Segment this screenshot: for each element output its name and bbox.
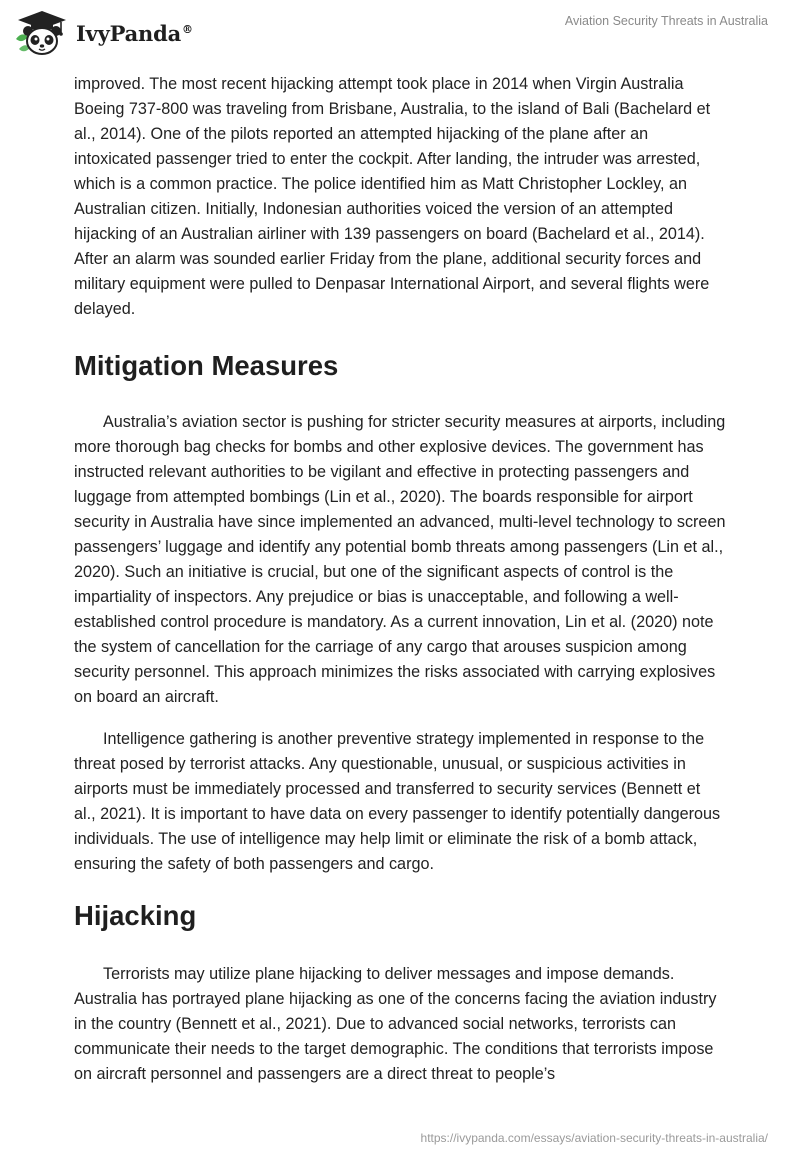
- section-heading-mitigation: Mitigation Measures: [74, 350, 339, 381]
- logo-wordmark: IvyPanda®: [76, 20, 193, 46]
- ivypanda-logo[interactable]: [14, 8, 193, 58]
- intro-paragraph: improved. The most recent hijacking attempt took place in 2014 when Virgin Australia Boeing 737-800 was traveling from Brisbane, Australia, to the island of Bali (Bachelard et al., 2014). One of the pilots reported an attempted hijacking of the plane after an intoxicated passenger tried to enter the cockpit. After landing, the intruder was arrested, which is a common practice. The police identified him as Matt Christopher Lockley, an Australian citizen. Initially, Indonesian authorities voiced the version of an attempted hijacking of an Australian airliner with 139 passengers on board (Bachelard et al., 2014). After an alarm was sounded earlier Friday from the plane, additional security forces and military equipment were pulled to Denpasar International Airport, and several flights were delayed.: [74, 75, 711, 318]
- paragraph: Terrorists may utilize plane hijacking to deliver messages and impose demands. Australia has portrayed plane hijacking as one of the concerns facing the aviation industry in the country (Bennett et al., 2021). Due to advanced social networks, terrorists can communicate their needs to the target demographic. The conditions that terrorists impose on aircraft personnel and passengers are a direct threat to people’s: [74, 965, 717, 1083]
- page-header: [0, 0, 800, 64]
- paragraph: Australia’s aviation sector is pushing for stricter security measures at airports, including more thorough bag checks for bombs and other explosive devices. The government has instructed relevant authorities to be vigilant and effective in protecting passengers and luggage from attempted bombings (Lin et al., 2020). The boards responsible for airport security in Australia have since implemented an advanced, multi-level technology to screen passengers’ luggage and identify any potential bomb threats among passengers (Lin et al., 2020). Such an initiative is crucial, but one of the significant aspects of control is the impartiality of inspectors. Any prejudice or bias is unacceptable, and following a well-established control procedure is mandatory. As a current innovation, Lin et al. (2020) note the system of cancellation for the carriage of any cargo that arouses suspicion among security personnel. This approach minimizes the risks associated with carrying explosives on board an aircraft.: [74, 413, 726, 706]
- section-heading-hijacking: Hijacking: [74, 900, 197, 931]
- paragraph: Intelligence gathering is another preventive strategy implemented in response to the threat posed by terrorist attacks. Any questionable, unusual, or suspicious activities in airports must be immediately processed and transferred to security services (Bennett et al., 2021). It is important to have data on every passenger to identify potentially dangerous individuals. The use of intelligence may help limit or eliminate the risk of a bomb attack, ensuring the safety of both passengers and cargo.: [74, 730, 721, 873]
- source-url[interactable]: https://ivypanda.com/essays/aviation-security-threats-in-australia/: [420, 1131, 768, 1145]
- panda-mascot-icon: [14, 9, 70, 57]
- running-title: Aviation Security Threats in Australia: [564, 14, 768, 28]
- registered-mark: ®: [182, 22, 193, 36]
- essay-body: [74, 72, 726, 1087]
